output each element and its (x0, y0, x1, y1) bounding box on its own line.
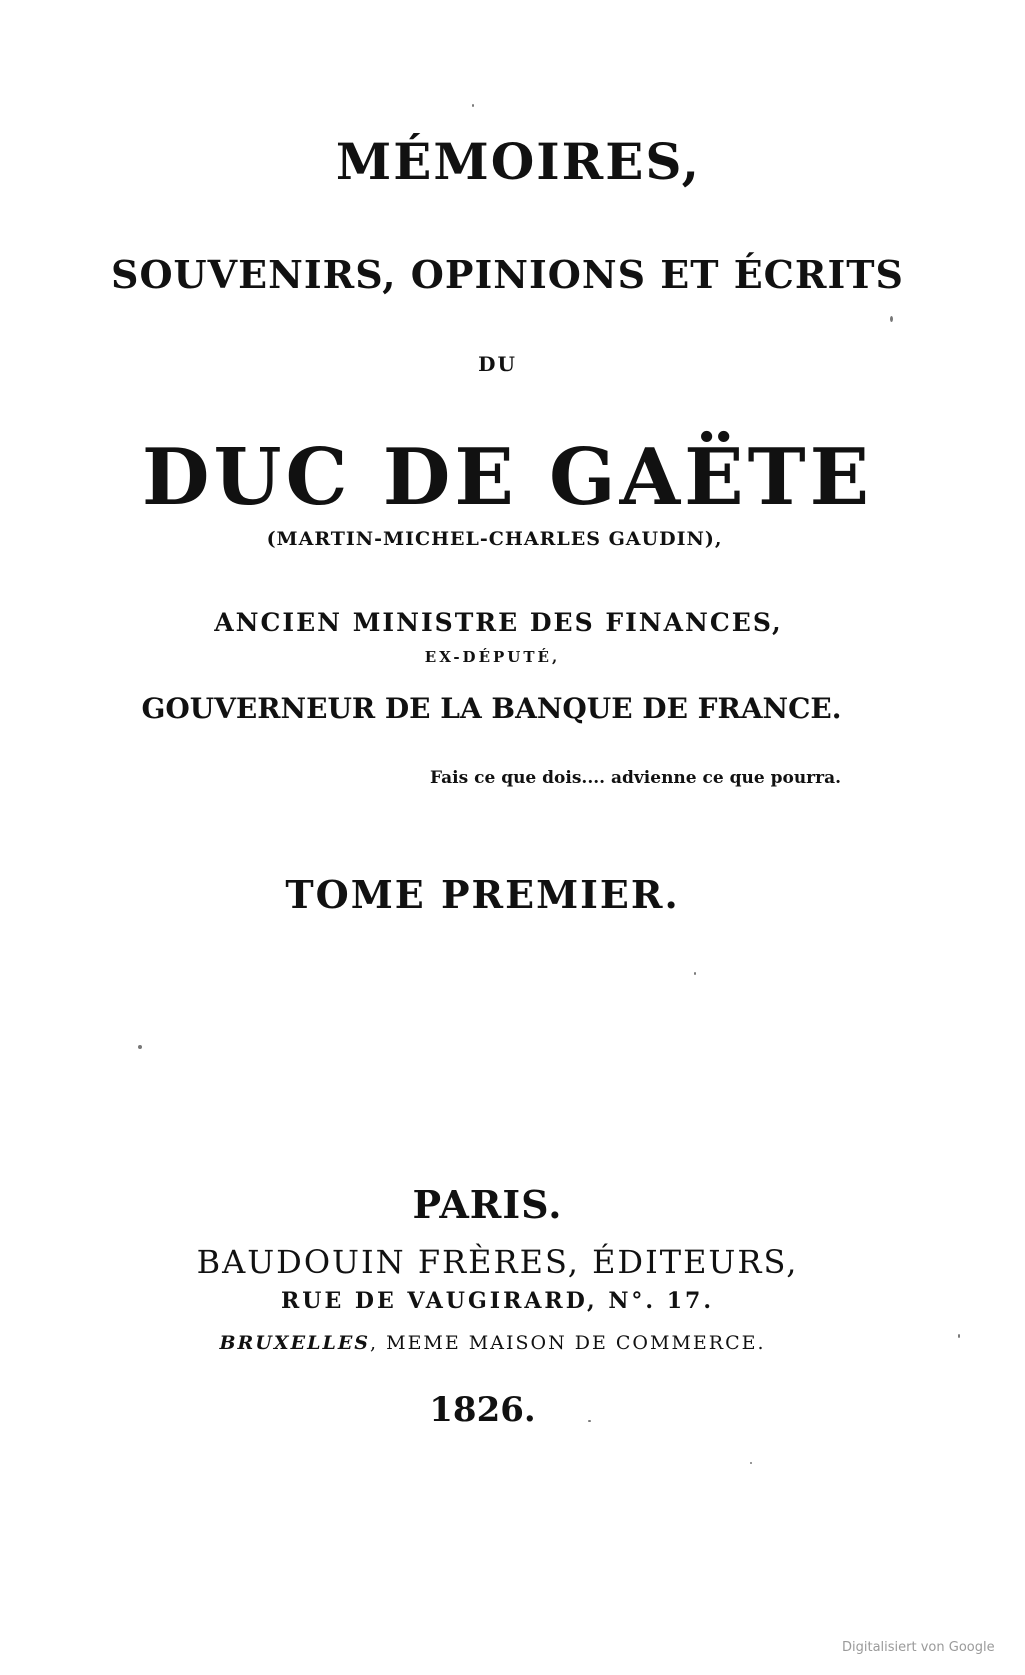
scan-speck (958, 1334, 960, 1338)
scan-speck (890, 316, 893, 322)
imprint-branch (0, 1332, 1005, 1354)
author-fullname: (MARTIN-MICHEL-CHARLES GAUDIN), (266, 528, 723, 550)
scan-speck (138, 1045, 142, 1049)
google-watermark: Digitalisiert von Google (842, 1640, 995, 1655)
role-governor: GOUVERNEUR DE LA BANQUE DE FRANCE. (141, 692, 842, 725)
imprint-address: RUE DE VAUGIRARD, N°. 17. (280, 1288, 715, 1314)
role-minister: ANCIEN MINISTRE DES FINANCES, (214, 608, 783, 637)
author-name: DUC DE GAËTE (141, 432, 874, 523)
role-deputy: EX-DÉPUTÉ, (424, 648, 561, 666)
book-subtitle: SOUVENIRS, OPINIONS ET ÉCRITS (111, 252, 904, 297)
scan-speck (750, 1462, 752, 1464)
imprint-branch-city: BRUXELLES (219, 1332, 371, 1354)
book-title: MÉMOIRES, (335, 132, 702, 191)
imprint-city: PARIS. (412, 1182, 563, 1227)
imprint-branch-rest: , MEME MAISON DE COMMERCE. (370, 1332, 766, 1354)
scan-speck (472, 104, 474, 107)
imprint-year: 1826. (429, 1390, 536, 1430)
connector-du: DU (478, 352, 517, 376)
scan-speck (694, 972, 696, 975)
imprint-publisher: BAUDOUIN FRÈRES, ÉDITEURS, (196, 1243, 799, 1281)
scan-speck (588, 1420, 591, 1422)
motto: Fais ce que dois.... advienne ce que pourra. (430, 768, 842, 788)
volume-label: TOME PREMIER. (285, 872, 680, 917)
